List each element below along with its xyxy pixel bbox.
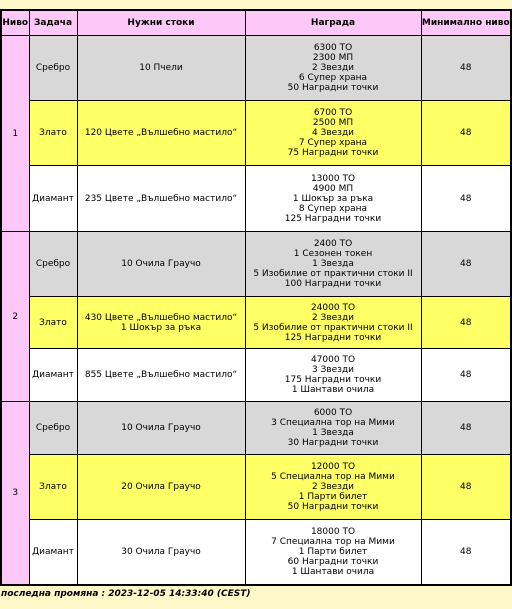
reward-item: 5 Изобилие от практични стоки II xyxy=(253,269,413,279)
reward-item: 5 Изобилие от практични стоки II xyxy=(253,322,413,333)
reward-item: 75 Наградни точки xyxy=(287,148,379,158)
reward-cell xyxy=(245,101,421,166)
min-level-cell: 48 xyxy=(421,36,511,101)
reward-item: 125 Наградни точки xyxy=(284,332,382,343)
reward-cell xyxy=(245,349,421,402)
content-wrapper xyxy=(0,9,512,586)
reward-item: 1 Шокър за ръка xyxy=(292,193,374,204)
header-needed-goods: Нужни стоки xyxy=(77,10,245,36)
needed-goods-item: 10 Пчели xyxy=(139,63,183,73)
reward-item: 6000 ТО xyxy=(313,408,353,418)
reward-item: 2500 МП xyxy=(312,118,354,128)
needed-goods-item: 20 Очила Граучо xyxy=(121,482,201,492)
reward-cell xyxy=(245,297,421,349)
reward-item: 100 Наградни точки xyxy=(284,279,382,289)
reward-item: 18000 ТО xyxy=(310,526,356,537)
reward-cell xyxy=(245,166,421,232)
level-cell: 1 xyxy=(1,36,29,232)
last-modified: последна промяна : 2023-12-05 14:33:40 (CEST) xyxy=(1,589,251,599)
needed-goods-item: 120 Цвете „Вълшебно мастило“ xyxy=(84,128,238,138)
task-cell: Злато xyxy=(29,101,77,166)
reward-item: 47000 ТО xyxy=(310,355,356,365)
table-row xyxy=(1,166,511,232)
header-row xyxy=(1,10,511,36)
level-cell: 3 xyxy=(1,402,29,585)
min-level-cell: 48 xyxy=(421,349,511,402)
reward-item: 24000 ТО xyxy=(310,302,356,313)
min-level-cell: 48 xyxy=(421,520,511,585)
min-level-cell: 48 xyxy=(421,455,511,520)
needed-goods-item: 430 Цвете „Вълшебно мастило“ xyxy=(84,312,238,323)
reward-item: 50 Наградни точки xyxy=(287,83,379,93)
reward-cell xyxy=(245,36,421,101)
needed-goods-cell xyxy=(77,232,245,297)
min-level-cell: 48 xyxy=(421,101,511,166)
quest-table xyxy=(0,9,512,586)
needed-goods-item: 1 Шокър за ръка xyxy=(120,322,202,333)
reward-item: 60 Наградни точки xyxy=(287,556,379,567)
needed-goods-item: 10 Очила Граучо xyxy=(121,259,201,269)
table-row xyxy=(1,101,511,166)
reward-item: 175 Наградни точки xyxy=(284,375,382,385)
min-level-cell: 48 xyxy=(421,402,511,455)
needed-goods-cell xyxy=(77,36,245,101)
reward-cell xyxy=(245,402,421,455)
reward-cell xyxy=(245,455,421,520)
reward-item: 1 Звезда xyxy=(312,428,354,438)
reward-item: 1 Шантави очила xyxy=(291,566,375,577)
header-level: Ниво xyxy=(1,10,29,36)
needed-goods-cell xyxy=(77,402,245,455)
level-cell: 2 xyxy=(1,232,29,402)
task-cell: Диамант xyxy=(29,520,77,585)
needed-goods-item: 855 Цвете „Вълшебно мастило“ xyxy=(84,370,238,380)
min-level-cell: 48 xyxy=(421,297,511,349)
reward-item: 1 Парти билет xyxy=(298,492,368,502)
reward-item: 2 Звезди xyxy=(311,482,355,492)
reward-item: 2 Звезди xyxy=(311,63,355,73)
reward-item: 4 Звезди xyxy=(311,128,355,138)
reward-item: 12000 ТО xyxy=(310,462,356,472)
needed-goods-cell xyxy=(77,166,245,232)
reward-item: 30 Наградни точки xyxy=(287,438,379,448)
needed-goods-cell xyxy=(77,297,245,349)
table-row xyxy=(1,520,511,585)
reward-item: 1 Парти билет xyxy=(298,546,368,557)
needed-goods-item: 30 Очила Граучо xyxy=(121,546,201,557)
reward-item: 1 Сезонен токен xyxy=(293,249,373,259)
task-cell: Сребро xyxy=(29,232,77,297)
table-row xyxy=(1,349,511,402)
task-cell: Злато xyxy=(29,297,77,349)
reward-item: 6300 ТО xyxy=(313,43,353,53)
reward-item: 7 Специална тор на Мими xyxy=(271,536,395,547)
reward-item: 3 Специална тор на Мими xyxy=(271,418,395,428)
needed-goods-item: 235 Цвете „Вълшебно мастило“ xyxy=(84,193,238,204)
reward-item: 50 Наградни точки xyxy=(287,502,379,512)
reward-item: 2300 МП xyxy=(312,53,354,63)
reward-item: 1 Шантави очила xyxy=(291,385,375,395)
needed-goods-item: 10 Очила Граучо xyxy=(121,423,201,433)
reward-item: 1 Звезда xyxy=(312,259,354,269)
task-cell: Диамант xyxy=(29,349,77,402)
reward-cell xyxy=(245,520,421,585)
reward-cell xyxy=(245,232,421,297)
task-cell: Злато xyxy=(29,455,77,520)
reward-item: 5 Специална тор на Мими xyxy=(271,472,395,482)
reward-item: 2 Звезди xyxy=(311,312,355,323)
needed-goods-cell xyxy=(77,101,245,166)
reward-item: 6 Супер храна xyxy=(298,73,368,83)
task-cell: Сребро xyxy=(29,36,77,101)
task-cell: Диамант xyxy=(29,166,77,232)
table-row xyxy=(1,297,511,349)
reward-item: 8 Супер храна xyxy=(298,203,368,214)
needed-goods-cell xyxy=(77,349,245,402)
needed-goods-cell xyxy=(77,455,245,520)
header-min-level: Минимално ниво xyxy=(421,10,511,36)
min-level-cell: 48 xyxy=(421,166,511,232)
header-task: Задача xyxy=(29,10,77,36)
reward-item: 125 Наградни точки xyxy=(284,213,382,224)
table-row xyxy=(1,36,511,101)
table-body xyxy=(1,36,511,585)
needed-goods-cell xyxy=(77,520,245,585)
min-level-cell: 48 xyxy=(421,232,511,297)
task-cell: Сребро xyxy=(29,402,77,455)
reward-item: 6700 ТО xyxy=(313,108,353,118)
table-row xyxy=(1,232,511,297)
table-row xyxy=(1,455,511,520)
table-row xyxy=(1,402,511,455)
reward-item: 4900 МП xyxy=(312,183,354,194)
header-reward: Награда xyxy=(245,10,421,36)
reward-item: 2400 ТО xyxy=(313,239,353,249)
reward-item: 3 Звезди xyxy=(311,365,355,375)
reward-item: 13000 ТО xyxy=(310,173,356,184)
reward-item: 7 Супер храна xyxy=(298,138,368,148)
